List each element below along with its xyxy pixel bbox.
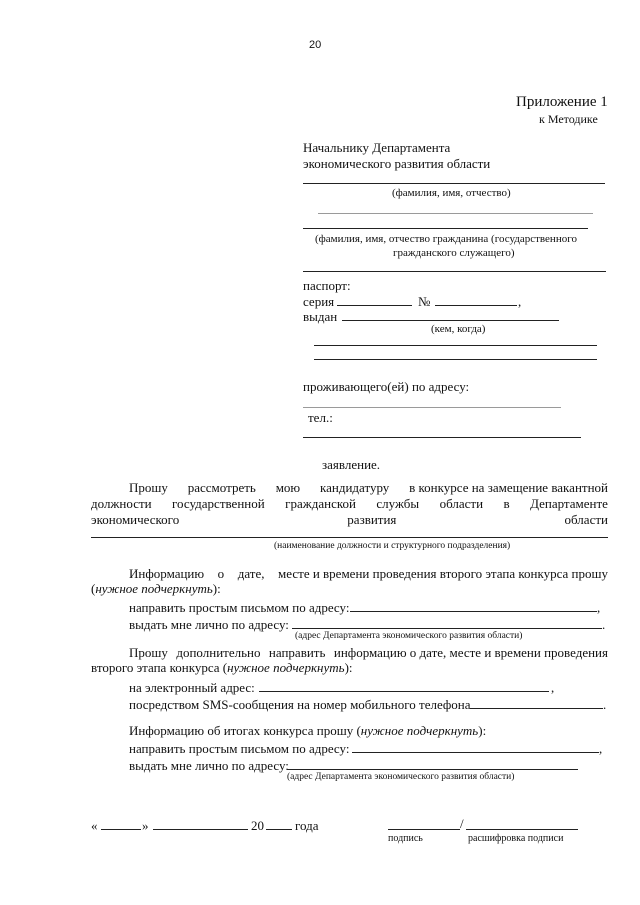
- residence-label: проживающего(ей) по адресу:: [303, 379, 470, 394]
- passport-comma: ,: [518, 294, 522, 309]
- signature-decoding-caption: расшифровка подписи: [468, 833, 564, 844]
- fio-caption: (фамилия, имя, отчество): [392, 187, 511, 199]
- passport-issued-line-3: [314, 359, 597, 360]
- signature-slash: /: [460, 816, 464, 831]
- appendix-subtitle: к Методике: [539, 112, 598, 126]
- stage-two-extra-line-1: [129, 645, 608, 661]
- citizen-caption-line-1: (фамилия, имя, отчество гражданина (государственного: [315, 233, 577, 245]
- email-line: [259, 691, 549, 692]
- comma: ,: [551, 680, 555, 695]
- underline-hint: нужное подчеркнуть: [360, 723, 479, 738]
- stage-two-in-person-address-line: [292, 628, 602, 629]
- word: кандидатуру: [319, 480, 390, 495]
- position-caption: (наименование должности и структурного подразделения): [274, 541, 511, 551]
- word: государственной: [172, 496, 265, 511]
- results-mail-address-line: [352, 752, 599, 753]
- date-quote-open: «: [91, 818, 98, 833]
- results-in-person-address-line: [287, 769, 578, 770]
- stage-two-sms-label: посредством SMS-сообщения на номер мобильного телефона: [129, 697, 471, 712]
- date-day-field: [101, 829, 141, 830]
- word: Департаменте: [530, 496, 608, 511]
- date-quote-close: »: [142, 818, 149, 833]
- citizen-name-line-3: [303, 271, 606, 272]
- word: месте и времени проведения второго этапа конкурса прошу: [278, 566, 608, 581]
- passport-number-field: [435, 305, 517, 306]
- word: Информацию: [129, 566, 205, 581]
- comma: ,: [599, 741, 603, 756]
- position-line: [91, 537, 608, 538]
- signature-decoding-field: [466, 829, 578, 830]
- comma: ,: [597, 600, 601, 615]
- passport-number-sign: №: [418, 294, 431, 309]
- stage-two-in-person: выдать мне лично по адресу:: [129, 617, 289, 632]
- word: гражданской: [285, 496, 356, 511]
- date-year-prefix: 20: [251, 818, 264, 833]
- stage-two-extra-line-2: [91, 661, 353, 674]
- paren-open: (: [91, 581, 96, 596]
- appendix-title: Приложение 1: [516, 94, 608, 110]
- stage-two-mail-address-line: [350, 611, 597, 612]
- date-year-field: [266, 829, 292, 830]
- date-year-suffix: года: [295, 818, 319, 833]
- word: в: [503, 496, 510, 511]
- statement-title: заявление.: [322, 457, 381, 472]
- word: Прошу: [129, 645, 168, 660]
- period: .: [603, 697, 607, 712]
- statement-line-3: [91, 512, 608, 528]
- text: ):: [344, 660, 353, 675]
- word: мою: [275, 480, 301, 495]
- results-in-person: выдать мне лично по адресу:: [129, 758, 289, 773]
- paren-close: ):: [212, 581, 221, 596]
- stage-two-address-caption: (адрес Департамента экономического развития области): [295, 631, 523, 641]
- word: области: [439, 496, 484, 511]
- passport-issued-caption: (кем, когда): [431, 323, 486, 335]
- citizen-name-line-2: [303, 228, 588, 229]
- results-by-mail: направить простым письмом по адресу:: [129, 741, 350, 756]
- word: службы: [376, 496, 420, 511]
- addressee-line-2: экономического развития области: [303, 156, 491, 171]
- word: информацию о дате, месте и времени проведения: [333, 645, 608, 660]
- stage-two-intro-line-2: [91, 582, 221, 595]
- signature-caption: подпись: [388, 833, 423, 844]
- word: направить: [268, 645, 326, 660]
- underline-hint: нужное подчеркнуть: [227, 660, 345, 675]
- text: Информацию об итогах конкурса прошу (: [129, 723, 361, 738]
- passport-issued-field: [342, 320, 559, 321]
- word: экономического: [91, 512, 180, 527]
- underline-hint: нужное подчеркнуть: [95, 581, 213, 596]
- period: .: [602, 617, 606, 632]
- statement-line-2: [91, 496, 608, 512]
- results-intro: [129, 724, 486, 737]
- director-name-line: [303, 183, 605, 184]
- citizen-name-line-1: [318, 213, 593, 214]
- passport-series-label: серия: [303, 294, 335, 309]
- results-address-caption: (адрес Департамента экономического развития области): [287, 772, 515, 782]
- passport-series-field: [337, 305, 412, 306]
- signature-field: [388, 829, 460, 830]
- addressee-line-1: Начальнику Департамента: [303, 140, 451, 155]
- date-month-field: [153, 829, 248, 830]
- word: дополнительно: [176, 645, 261, 660]
- phone-label: тел.:: [308, 410, 333, 425]
- text: ):: [478, 723, 487, 738]
- page-number: 20: [309, 39, 322, 51]
- stage-two-email-label: на электронный адрес:: [129, 680, 255, 695]
- passport-issued-line-2: [314, 345, 597, 346]
- stage-two-intro-line-1: [129, 566, 608, 582]
- residence-address-line: [303, 407, 561, 408]
- word: должности: [91, 496, 152, 511]
- word: развития: [347, 512, 397, 527]
- text: второго этапа конкурса (: [91, 660, 228, 675]
- word: в конкурсе на замещение вакантной: [409, 480, 608, 495]
- word: дате,: [237, 566, 265, 581]
- phone-line: [303, 437, 581, 438]
- phone-number-line: [470, 708, 603, 709]
- statement-line-1: [129, 480, 608, 496]
- stage-two-by-mail: направить простым письмом по адресу:: [129, 600, 350, 615]
- passport-label: паспорт:: [303, 278, 351, 293]
- word: о: [217, 566, 225, 581]
- word: области: [564, 512, 608, 527]
- passport-issued-label: выдан: [303, 309, 338, 324]
- word: Прошу: [129, 480, 168, 495]
- citizen-caption-line-2: гражданского служащего): [393, 247, 515, 259]
- word: рассмотреть: [187, 480, 256, 495]
